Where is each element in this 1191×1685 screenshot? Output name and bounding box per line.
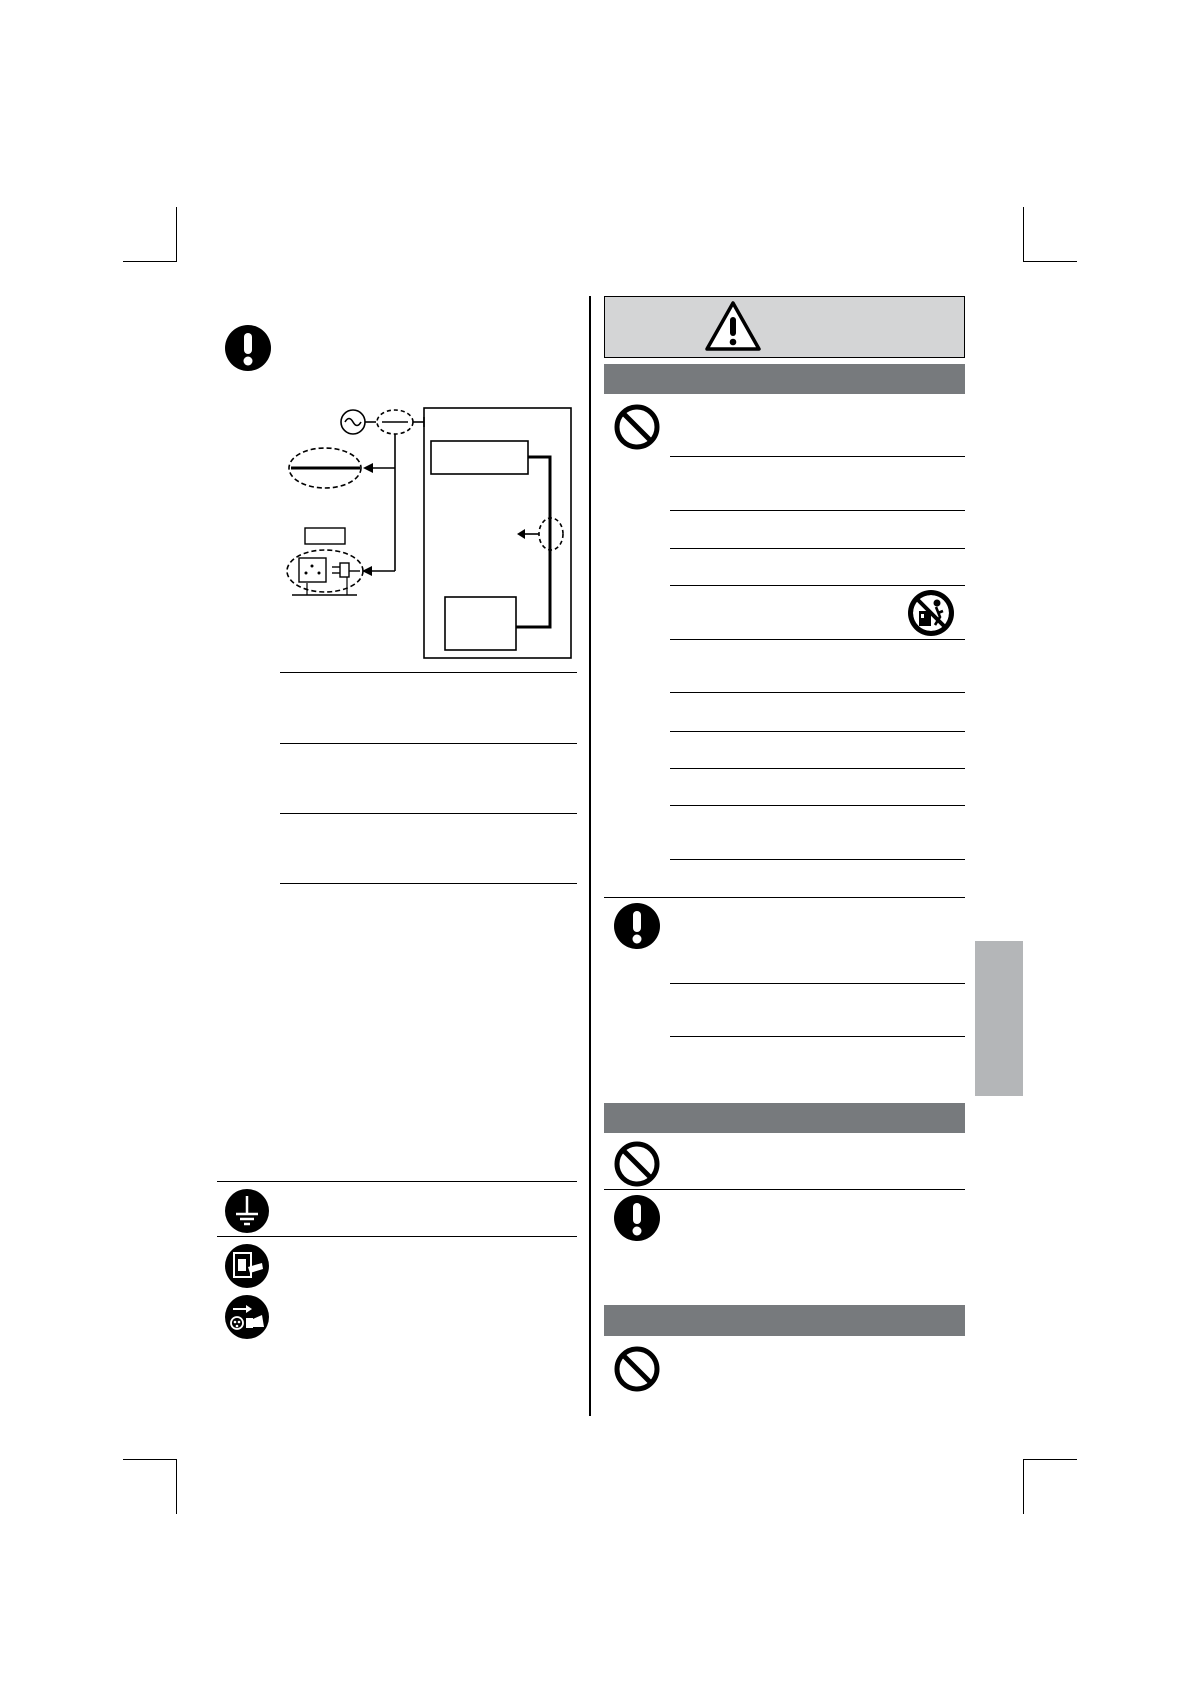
right-rule-5 <box>670 639 965 640</box>
exclamation-mandatory-icon-3 <box>613 1194 661 1242</box>
right-rule-4 <box>670 585 965 586</box>
earth-ground-icon <box>224 1188 270 1234</box>
section-bar-1 <box>604 364 965 394</box>
crop-mark-top-left-h <box>123 261 177 262</box>
right-rule-6 <box>670 692 965 693</box>
right-rule-12 <box>670 1036 965 1037</box>
prohibited-icon-3 <box>613 1345 661 1393</box>
side-tab[interactable] <box>975 941 1023 1096</box>
switch-off-icon <box>224 1243 270 1289</box>
left-bottom-rule-2 <box>217 1236 577 1237</box>
left-rule-1 <box>280 672 577 673</box>
crop-mark-bottom-left-v <box>176 1459 177 1514</box>
indoor-unit-box <box>431 441 528 474</box>
right-section-rule-1 <box>604 897 965 898</box>
no-child-play-icon <box>907 589 955 637</box>
crop-mark-top-left-v <box>176 207 177 262</box>
right-section-rule-2 <box>604 1189 965 1190</box>
section-bar-2 <box>604 1103 965 1133</box>
right-rule-8 <box>670 768 965 769</box>
left-rule-4 <box>280 883 577 884</box>
right-rule-2 <box>670 510 965 511</box>
left-bottom-rule-1 <box>217 1181 577 1182</box>
exclamation-mandatory-icon-2 <box>613 902 661 950</box>
prohibited-icon <box>613 403 661 451</box>
power-plug-icon <box>340 563 349 577</box>
warning-triangle-icon <box>704 300 762 352</box>
crop-mark-bottom-right-h <box>1023 1459 1077 1460</box>
warning-banner <box>604 296 965 358</box>
right-rule-10 <box>670 859 965 860</box>
left-rule-3 <box>280 813 577 814</box>
prohibited-icon-2 <box>613 1140 661 1188</box>
crop-mark-top-right-v <box>1023 207 1024 262</box>
unplug-icon <box>224 1294 270 1340</box>
wiring-diagram <box>285 405 575 665</box>
column-divider <box>589 296 591 1416</box>
crop-mark-top-right-h <box>1023 261 1077 262</box>
right-rule-1 <box>670 456 965 457</box>
right-rule-9 <box>670 805 965 806</box>
right-rule-3 <box>670 548 965 549</box>
right-rule-11 <box>670 983 965 984</box>
exclamation-mandatory-icon <box>224 324 272 372</box>
section-bar-3 <box>604 1305 965 1336</box>
left-rule-2 <box>280 743 577 744</box>
right-rule-7 <box>670 731 965 732</box>
crop-mark-bottom-right-v <box>1023 1459 1024 1514</box>
crop-mark-bottom-left-h <box>123 1459 177 1460</box>
